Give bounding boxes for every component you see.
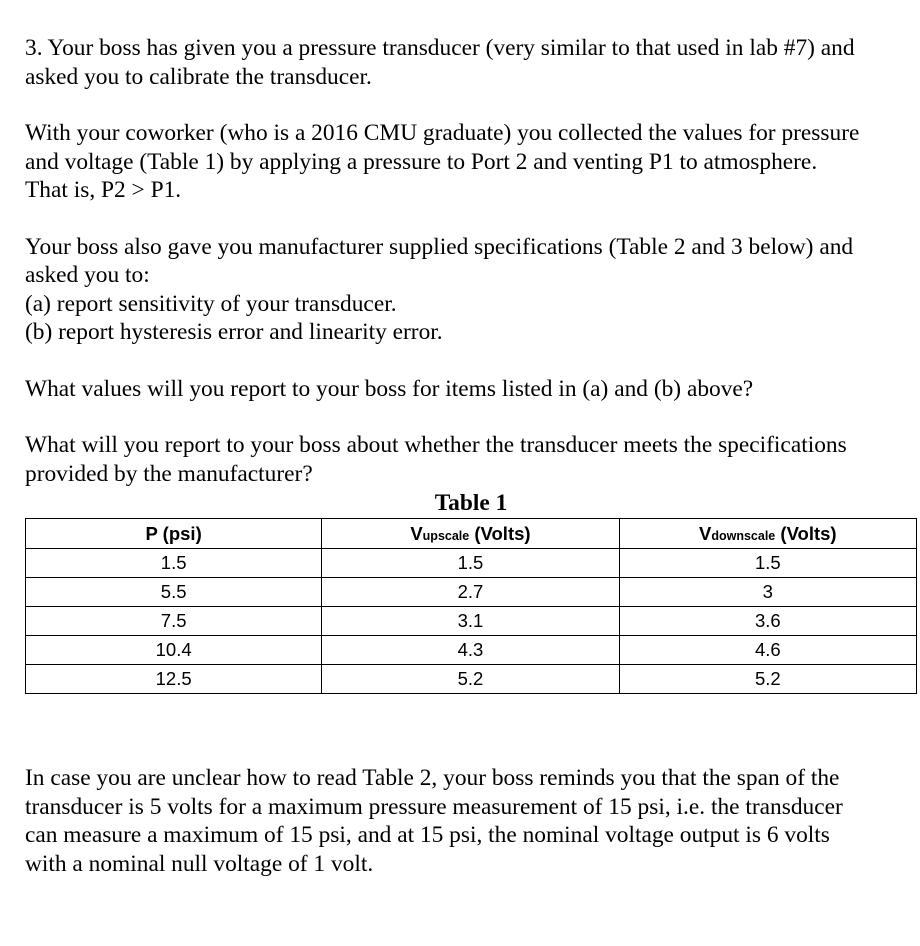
- header-label: P (psi): [145, 522, 202, 544]
- header-unit: (Volts): [775, 522, 837, 544]
- task-a: (a) report sensitivity of your transducer.: [25, 290, 397, 317]
- specifications-paragraph: [25, 431, 915, 488]
- text-line: What values will you report to your boss for items listed in (a) and (b) above?: [25, 375, 754, 402]
- cell-v-upscale: 5.2: [322, 665, 619, 694]
- cell-pressure: 12.5: [26, 665, 322, 694]
- cell-pressure: 10.4: [26, 636, 322, 665]
- data-collection-paragraph: [25, 119, 915, 205]
- cell-v-upscale: 1.5: [322, 549, 619, 578]
- cell-v-upscale: 2.7: [322, 578, 619, 607]
- cell-pressure: 1.5: [26, 549, 322, 578]
- table-row: [26, 665, 917, 694]
- text-line: provided by the manufacturer?: [25, 460, 313, 487]
- question-intro-paragraph: [25, 34, 915, 91]
- header-unit: (Volts): [469, 522, 531, 544]
- header-subscript: upscale: [422, 528, 470, 543]
- table-row: [26, 578, 917, 607]
- cell-v-downscale: 3: [619, 578, 916, 607]
- text-line: asked you to calibrate the transducer.: [25, 63, 372, 90]
- cell-v-downscale: 4.6: [619, 636, 916, 665]
- header-subscript: downscale: [711, 528, 776, 543]
- text-line: asked you to:: [25, 262, 150, 288]
- header-pressure: [26, 519, 322, 549]
- text-line: and voltage (Table 1) by applying a pressure to Port 2 and venting P1 to atmosphere.: [25, 148, 818, 175]
- cell-v-downscale: 3.6: [619, 607, 916, 636]
- table-1: [25, 518, 917, 694]
- cell-v-upscale: 4.3: [322, 636, 619, 665]
- cell-pressure: 7.5: [26, 607, 322, 636]
- header-v-upscale: [322, 519, 619, 549]
- text-line: 3. Your boss has given you a pressure transducer (very similar to that used in lab #7) and: [25, 35, 855, 61]
- text-line: In case you are unclear how to read Table 2, your boss reminds you that the span of the: [25, 765, 840, 791]
- tasks-paragraph: [25, 233, 915, 347]
- text-line: with a nominal null voltage of 1 volt.: [25, 850, 374, 877]
- report-values-paragraph: [25, 375, 915, 404]
- text-line: What will you report to your boss about whether the transducer meets the specifications: [25, 432, 847, 458]
- table-2-reminder-paragraph: [25, 764, 915, 878]
- document-page: [25, 34, 915, 878]
- text-line: can measure a maximum of 15 psi, and at 15 psi, the nominal voltage output is 6 volts: [25, 822, 830, 848]
- cell-v-downscale: 5.2: [619, 665, 916, 694]
- table-caption: Table 1: [434, 490, 508, 516]
- text-line: transducer is 5 volts for a maximum pressure measurement of 15 psi, i.e. the transducer: [25, 793, 843, 820]
- cell-pressure: 5.5: [26, 578, 322, 607]
- cell-v-upscale: 3.1: [322, 607, 619, 636]
- header-prefix: V: [699, 522, 712, 544]
- text-line: Your boss also gave you manufacturer supplied specifications (Table 2 and 3 below) and: [25, 233, 854, 260]
- header-prefix: V: [410, 522, 423, 544]
- table-row: [26, 636, 917, 665]
- table-row: [26, 549, 917, 578]
- text-line: That is, P2 > P1.: [25, 177, 182, 203]
- header-v-downscale: [619, 519, 916, 549]
- table-header-row: [26, 519, 917, 549]
- text-line: With your coworker (who is a 2016 CMU graduate) you collected the values for pressure: [25, 120, 860, 146]
- cell-v-downscale: 1.5: [619, 549, 916, 578]
- table-row: [26, 607, 917, 636]
- task-b: (b) report hysteresis error and linearity error.: [25, 319, 443, 345]
